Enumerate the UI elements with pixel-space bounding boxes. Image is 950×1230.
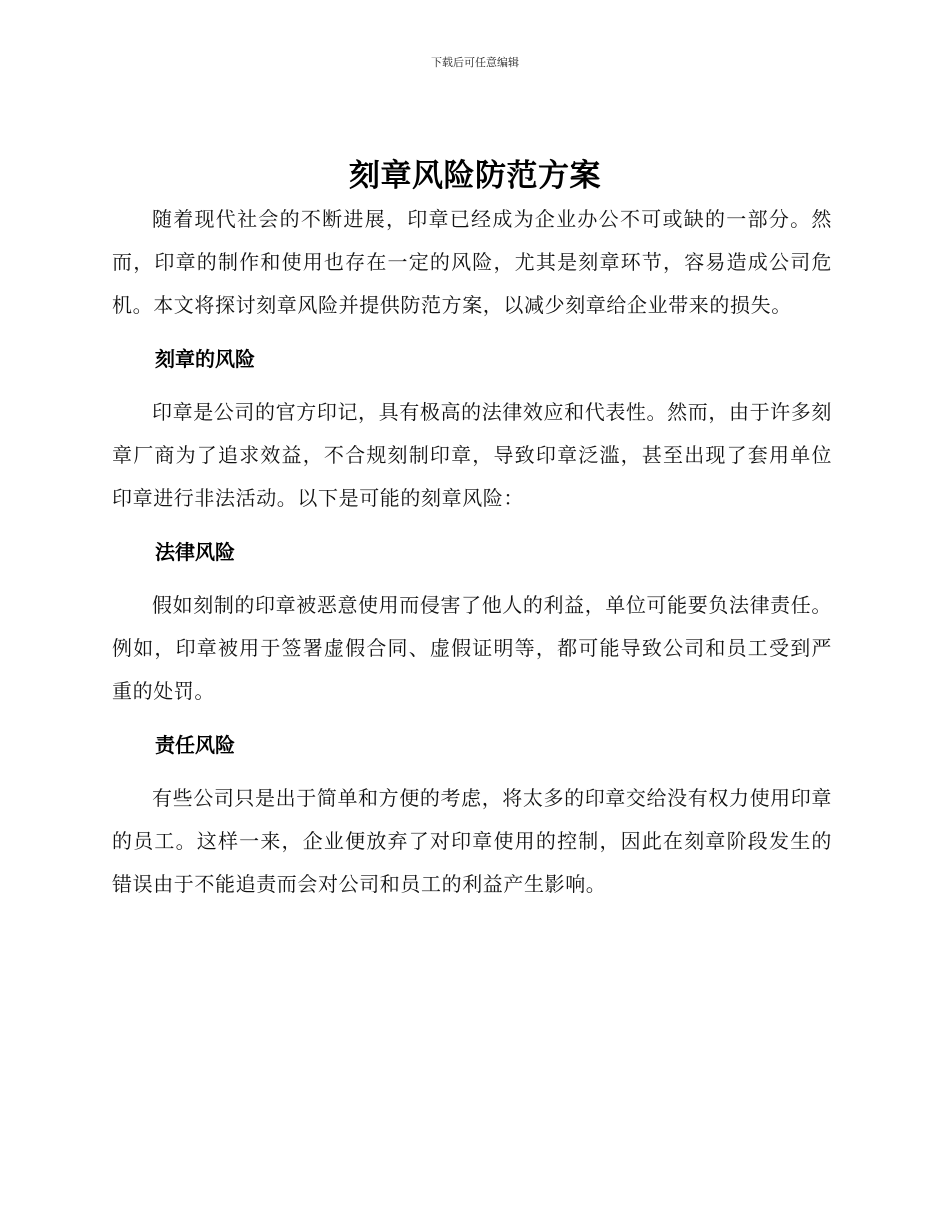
section-heading-liability: 责任风险	[155, 733, 235, 757]
intro-paragraph: 随着现代社会的不断进展，印章已经成为企业办公不可或缺的一部分。然而，印章的制作和使用也存在一定的风险，尤其是刻章环节，容易造成公司危机。本文将探讨刻章风险并提供防范方案，以减少刻章给企业带来的损失。	[112, 207, 832, 317]
section-heading-risk: 刻章的风险	[155, 347, 255, 371]
liability-paragraph: 有些公司只是出于简单和方便的考虑，将太多的印章交给没有权力使用印章的员工。这样一来，企业便放弃了对印章使用的控制，因此在刻章阶段发生的错误由于不能追责而会对公司和员工的利益产生影响。	[112, 786, 832, 896]
document-title: 刻章风险防范方案	[349, 158, 601, 194]
header-note: 下载后可任意编辑	[431, 56, 519, 69]
risk-paragraph: 印章是公司的官方印记，具有极高的法律效应和代表性。然而，由于许多刻章厂商为了追求效益，不合规刻制印章，导致印章泛滥，甚至出现了套用单位印章进行非法活动。以下是可能的刻章风险：	[112, 400, 832, 510]
section-heading-legal: 法律风险	[155, 540, 235, 564]
document-body	[112, 198, 832, 906]
legal-paragraph: 假如刻制的印章被恶意使用而侵害了他人的利益，单位可能要负法律责任。例如，印章被用于签署虚假合同、虚假证明等，都可能导致公司和员工受到严重的处罚。	[112, 593, 832, 703]
